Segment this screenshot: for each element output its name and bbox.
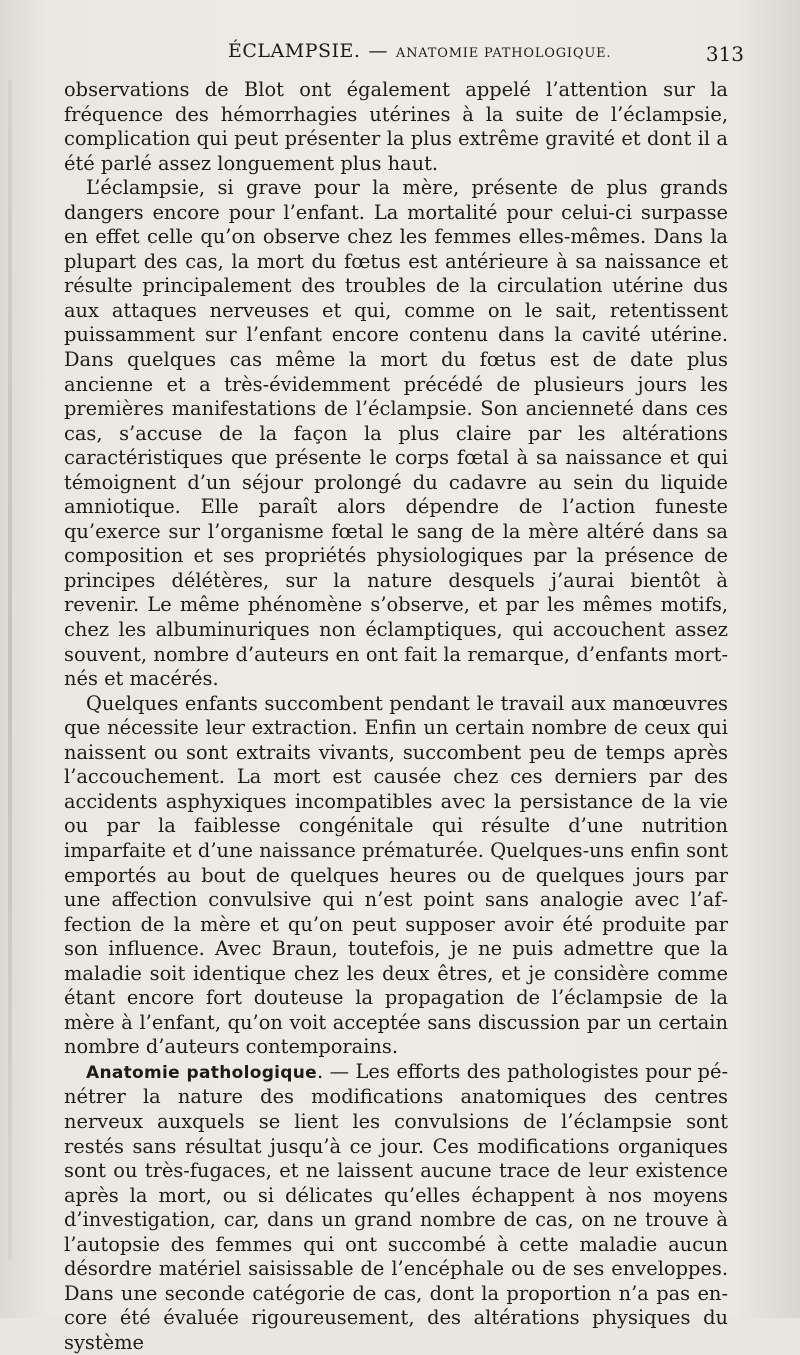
paragraph-enfant-mortalite: L’éclampsie, si grave pour la mère, présente de plus grands dangers encore pour l’enfant. La mortalité pour celui-ci surpasse en effet celle qu’on observe chez les femmes elles-mêmes. Dans la plupart des cas, la mort du fœtus est antérieure à sa naissance et résulte principalement des troubles de la circulation utérine dus aux attaques nerveuses et qui, comme on le sait, retentissent puissamment sur l’enfant encore contenu dans la cavité utérine. Dans quelques cas même la mort du fœtus est de date plus ancienne et a très-évidemment précédé de plusieurs jours les premières manifestations de l’éclampsie. Son ancienneté dans ces cas, s’accuse de la façon la plus claire par les altérations caractéristiques que présente le corps fœtal à sa naissance et qui témoignent d’un séjour prolongé du cadavre au sein du liquide amniotique. Elle paraît alors dépendre de l’action funeste qu’exerce sur l’organisme fœtal le sang de la mère altéré dans sa composition et ses propriétés physiologiques par la présence de principes délétères, sur la nature desquels j’aurai bientôt à revenir. Le même phénomène s’observe, et par les mêmes motifs, chez les albuminuriques non éclamptiques, qui accouchent assez souvent, nombre d’auteurs en ont fait la remarque, d’enfants mort-nés et macérés. bbox=[64, 176, 728, 691]
body-text bbox=[64, 78, 728, 1355]
gutter-shadow bbox=[8, 80, 12, 1260]
running-head-title: ÉCLAMPSIE. bbox=[228, 40, 361, 62]
paragraph-anatomie bbox=[64, 1060, 728, 1355]
running-head-dash: — bbox=[368, 40, 388, 62]
running-head-subtitle: ANATOMIE PATHOLOGIQUE. bbox=[395, 46, 612, 61]
section-heading: Anatomie pathologique bbox=[86, 1062, 318, 1083]
page-number: 313 bbox=[705, 42, 744, 66]
paragraph-anatomie-text: . — Les efforts des pathologistes pour pénétrer la nature des modifications anatomiques des centres nerveux auxquels se lient les convulsions de l’éclampsie sont restés sans résultat jusqu’à ce jour. Ces modifications organiques sont ou très-fugaces, et ne laissent aucune trace de leur existence après la mort, ou si délicates qu’elles échappent à nos moyens d’investigation, car, dans un grand nombre de cas, on ne trouve à l’autopsie des femmes qui ont succombé à cette maladie aucun désordre matériel saisissable de l’encéphale ou de ses enveloppes. Dans une seconde catégorie de cas, dont la proportion n’a pas encore été évaluée rigoureusement, des altérations physiques du système bbox=[64, 1059, 728, 1354]
running-head bbox=[228, 40, 728, 66]
paragraph-enfants-succombent: Quelques enfants succombent pendant le travail aux manœuvres que nécessite leur extraction. Enfin un certain nombre de ceux qui naissent ou sont extraits vivants, succombent peu de temps après l’accouchement. La mort est causée chez ces derniers par des accidents asphyxiques incompatibles avec la persistance de la vie ou par la faiblesse congénitale qui résulte d’une nutrition imparfaite et d’une naissance prématurée. Quelques-uns enfin sont emportés au bout de quelques heures ou de quelques jours par une affection convulsive qui n’est point sans analogie avec l’affection de la mère et qu’on peut supposer avoir été produite par son influence. Avec Braun, toutefois, je ne puis admettre que la maladie soit identique chez les deux êtres, et je considère comme étant encore fort douteuse la propagation de l’éclampsie de la mère à l’enfant, qu’on voit acceptée sans discussion par un certain nombre d’auteurs contemporains. bbox=[64, 691, 728, 1059]
paragraph-continued: observations de Blot ont également appelé l’attention sur la fréquence des hémorrhagies utérines à la suite de l’éclampsie, complication qui peut présenter la plus extrême gravité et dont il a été parlé assez longuement plus haut. bbox=[64, 78, 728, 175]
